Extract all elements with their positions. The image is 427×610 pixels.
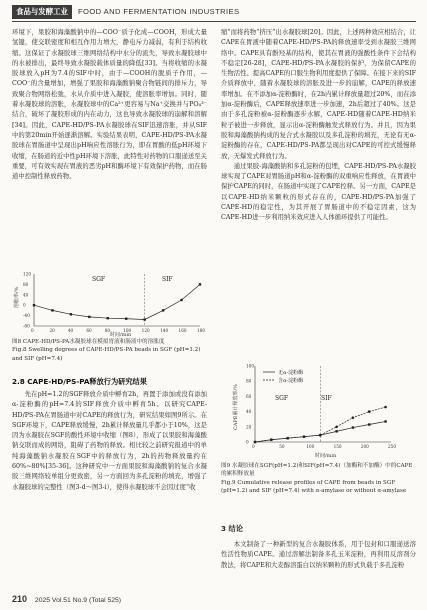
figure-8-svg xyxy=(12,268,207,338)
series-no-amylase xyxy=(255,421,386,442)
x-tick-label: 80 xyxy=(104,328,111,333)
x-tick-label: 140 xyxy=(160,328,169,333)
x-tick-label: 120 xyxy=(141,328,150,333)
data-point xyxy=(352,426,354,428)
sgf-label: SGF xyxy=(275,395,289,402)
data-point xyxy=(303,435,306,438)
paragraph: 先在pH=1.2的SGF释放介质中孵育2h，再置于添加或没有添加α-淀粉酶的pH=7.4的SIF释放介质中孵育5h。以研究CAPE-HD/PS-PA在胃肠道中对CAPE的释放行为，研究结果如图9所示。在SGF环境下，CAPE释放缓慢，2h累计释放量几乎都小于10%，这是因为水凝胶在SGF的酸性环境中收缩（图8），形成了以果胶和海藻酸钠交联而成的网络，阻碍了药物的释放。相比较之前研究报道中的单纯海藻酸钠水凝胶在SGF中的释放行为，2h的药物释放量约在60%~80%[35-36]。这种研究中一方面果胶和海藻酸钠的复合水凝胶三维网络较单组分更致密，另一方面回为多孔淀粉的填充，增强了水凝胶球的完整性（图3-d～图3-i），使得水凝胶球不会因过度“收 xyxy=(12,391,207,491)
left-column-top xyxy=(12,28,207,182)
y-tick-label: 80 xyxy=(23,281,29,287)
y-axis-label: CAPE累计释放率/% xyxy=(233,384,239,430)
sgf-label: SGF xyxy=(92,276,106,283)
data-point xyxy=(70,313,72,315)
y-tick-label: 80 xyxy=(246,378,252,384)
data-point xyxy=(384,420,386,422)
x-tick-label: 250 xyxy=(388,444,396,449)
figure-9-caption xyxy=(221,462,416,496)
y-tick-label: 0 xyxy=(246,439,249,445)
data-point xyxy=(254,441,257,444)
data-point xyxy=(180,299,182,301)
x-tick-label: 200 xyxy=(360,444,369,449)
y-tick-label: 0 xyxy=(23,302,26,308)
y-tick-label: -80 xyxy=(23,323,30,329)
data-point xyxy=(51,309,53,311)
journal-name-cn: 食品与发酵工业 xyxy=(12,5,72,19)
y-axis-label: 溶胀率/% xyxy=(14,286,20,308)
data-point xyxy=(143,318,145,320)
data-point xyxy=(335,430,337,432)
paragraph: 环境下，果胶和海藻酸钠中的—COO⁻质子化成—COOH，形成大量氢键，使交联密度和相互作用力增大，静电斥力减弱，有利于结构收缩。这保证了水凝胶球三维网络结构中水分的流失，导致水凝胶球中的水被排出，最终导致水凝胶载体质量的降低[33]。当将收缩的水凝胶球放入pH为7.4的SIF中时，由于—COOH的脱质子作用，—COO⁻的含量增加，增强了果胶和海藻酸钠聚合物链间的排斥力，导致聚合物网络松弛，水从介质中进入凝胶，使溶胀率增加。同时，随着水凝胶球的溶胀，水凝胶球中的Ca²⁺更容易与Na⁺交换并与PO₄³⁻结合，破坏了凝胶形成的内在动力，这也导致水凝胶球的崩解和溶解[34]。因此，CAPE-HD/PS-PA水凝胶球在SIF迅速溶胀，并从SIF中的第20min开始逐渐溶解。实验结果表明，CAPE-HD/PS-PA水凝胶球在胃肠道中呈现出pH响应性溶胀行为，即在胃酸的低pH环境下收缩，在肠道的近中性pH环境下溶胀，此特性对药物的口服递送至关重要，可有效实现在胃液的恶劣pH和酶环境下有效保护药物，而在肠道中控制性释放药物。 xyxy=(12,29,207,181)
x-tick-label: 50 xyxy=(279,444,285,449)
data-point xyxy=(88,316,90,318)
page-header xyxy=(12,5,416,21)
figure-8-caption xyxy=(12,338,207,363)
x-tick-label: 100 xyxy=(306,444,315,449)
legend xyxy=(263,369,303,384)
data-point xyxy=(368,410,371,413)
data-point xyxy=(125,318,127,320)
data-point xyxy=(319,434,322,437)
x-tick-label: 100 xyxy=(123,328,132,333)
x-tick-label: 60 xyxy=(86,328,92,333)
right-column-top xyxy=(221,28,416,224)
figure-8-chart xyxy=(12,268,207,338)
sif-label: SIF xyxy=(321,395,332,402)
data-point xyxy=(286,437,289,440)
section-heading-3: 3 结论 xyxy=(221,524,243,533)
x-tick-label: 0 xyxy=(252,444,255,449)
x-tick-label: 20 xyxy=(49,328,55,333)
legend-a: 无α-淀粉酶 xyxy=(278,370,304,376)
data-point xyxy=(335,426,338,429)
data-point xyxy=(107,317,109,319)
left-column-bottom xyxy=(12,390,207,493)
x-axis-label: 时间/min xyxy=(110,332,132,338)
x-tick-label: 150 xyxy=(333,444,342,449)
caption-en: Fig.9 Cumulative release profiles of CAPE from beads in SGF (pH=1.2) and SIF (pH=7.4) with α-amylase or without α-amylase xyxy=(221,479,407,495)
header-rule xyxy=(12,21,416,22)
data-point xyxy=(199,283,201,285)
data-point xyxy=(162,309,164,311)
journal-name-en: FOOD AND FERMENTATION INDUSTRIES xyxy=(78,7,240,16)
paragraph: 通过果胶-海藻酸钠和多孔淀粉的包埋，CAPE-HD/PS-PA水凝胶球实现了CAPE对胃肠道pH和α-淀粉酶的双重响应性释放，在胃液中保护CAPE的同时，在肠道中实现了CAPE控释。另一方面，CAPE是以CAPE-HD纳米颗粒的形式存在的，CAPE-HD/PS-PA加强了CAPE-HD的稳定性，为其开展了胃肠道中的不稳定因素，这为CAPE-HD进一步利用纳米效应进入人体循环提供了可能性。 xyxy=(221,162,416,222)
x-tick-label: 40 xyxy=(67,328,74,333)
y-tick-label: 20 xyxy=(246,424,252,430)
y-tick-label: 120 xyxy=(23,271,31,277)
paragraph: 本文制备了一种新型的复合水凝胶体系，用于包封和口服递送溶性活性物质CAPE。通过溶解法制备多孔玉米淀粉，再利用反溶剂分散法，将CAPE和大麦醇溶蛋白以纳米颗粒的形式负载于多孔淀粉 xyxy=(221,541,416,569)
x-axis-label: 时间/min xyxy=(315,453,337,459)
section-heading-2-8: 2.8 CAPE-HD/PS-PA释放行为研究结果 xyxy=(12,377,147,386)
data-point xyxy=(270,438,273,441)
x-tick-label: 180 xyxy=(197,328,205,333)
data-point xyxy=(33,304,35,306)
data-point xyxy=(368,423,370,425)
caption-cn: 图8 CAPE-HD/PS-PA水凝胶球在模拟胃液和肠液中的溶胀度 xyxy=(12,339,165,345)
y-tick-label: -40 xyxy=(23,313,30,319)
issue-info: 2025 Vol.51 No.9 (Total 525) xyxy=(34,597,122,604)
y-tick-label: 40 xyxy=(23,292,29,298)
y-tick-label: 100 xyxy=(246,363,254,369)
page-footer xyxy=(12,594,121,604)
x-tick-label: 160 xyxy=(178,328,187,333)
y-tick-label: 60 xyxy=(246,393,252,399)
page-number: 210 xyxy=(12,594,28,604)
right-column-bottom xyxy=(221,540,416,571)
sif-label: SIF xyxy=(162,276,173,283)
swelling-series-line xyxy=(34,284,200,319)
caption-en: Fig.8 Swelling degrees of CAPE-HD/PS-PA beads in SGF (pH=1.2) and SIF (pH=7.4) xyxy=(12,347,201,362)
y-tick-label: 40 xyxy=(246,409,252,415)
legend-b: 含α-淀粉酶 xyxy=(278,378,304,384)
x-tick-label: 0 xyxy=(31,328,34,333)
figure-9-chart xyxy=(221,360,416,460)
data-point xyxy=(352,416,355,419)
caption-cn: 图9 水凝胶球在SGF(pH=1.2)和SIF(pH=7.4)（加酶和不加酶）中的CAPE的累积释放量 xyxy=(221,463,413,478)
data-point xyxy=(384,406,387,409)
paragraph: 缩”而将药物“挤压”出水凝胶球[20]。因此，上述两种效应相结合，让CAPE在胃液中随着CAPE-HD/PS-PA的释放速率受到水凝胶三维网络中。CAPE具有酚羟基的结构，使其在胃液的强酸性条件下会结构不稳定[26-28]，CAPE-HD/PS-PA水凝胶的保护，为保留CAPE的生物活性、提高CAPE的口服生物利用度提供了保障。在接下来的SIF介质释放中，随着水凝胶球的溶胀及进一步的崩解，CAPE的释放速率增加。在不添加α-淀粉酶时，在2h内累计释放量超过20%，而在添加α-淀粉酶后，CAPE释放速率进一步加速，2h后超过了40%。这是由于多孔淀粉被α-淀粉酶逐步水解，CAPE-HD随着CAPE-HD纳米粒子被进一步释放，显示出α-淀粉酶触发式释放行为。并且，因为果胶和海藻酸钠构成的复合式水凝胶以及多孔淀粉的填充，无论有无α-淀粉酶的存在，CAPE-HD/PS-PA都呈现出对CAPE的可控式缓慢释放，无爆发式释放行为。 xyxy=(221,29,416,160)
figure-9-svg xyxy=(221,360,416,460)
